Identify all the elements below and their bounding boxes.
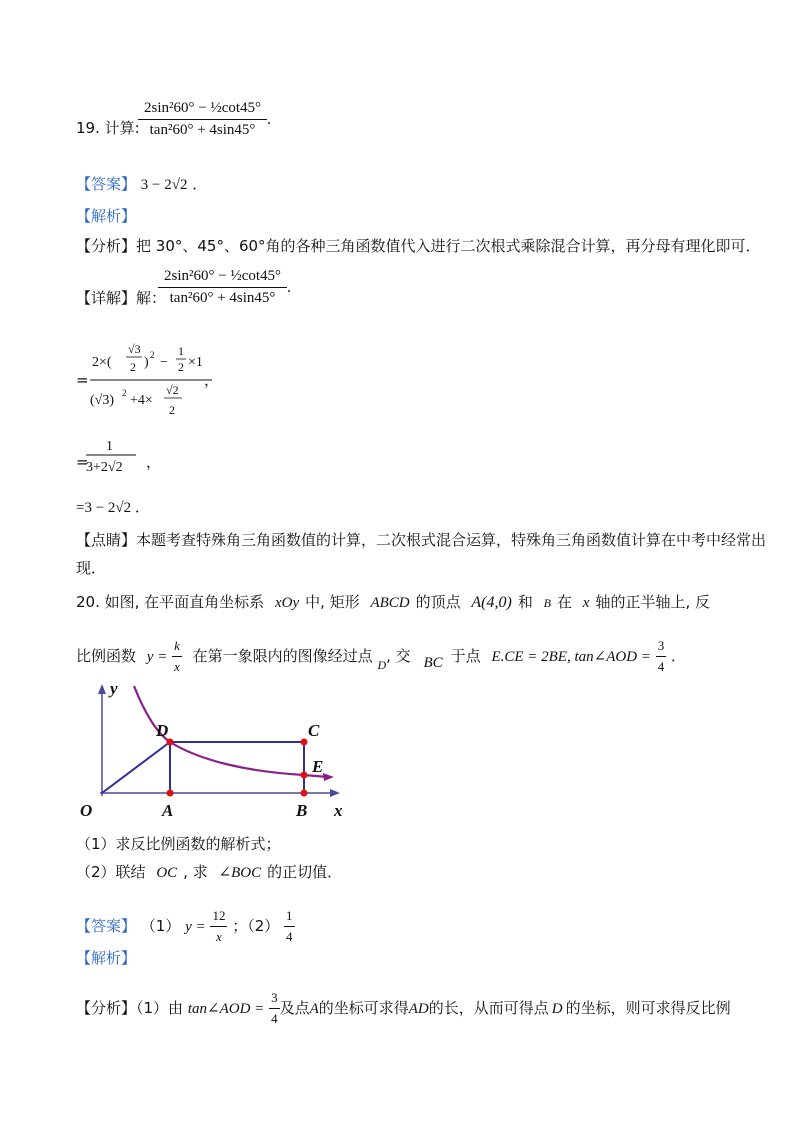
var-B: B	[543, 596, 551, 610]
label-A: A	[162, 801, 174, 820]
label-D: D	[156, 721, 169, 740]
svg-text:√2: √2	[166, 383, 179, 397]
step2-fraction	[84, 436, 144, 478]
label-y: y	[110, 679, 118, 698]
answer-value: 3 − 2√2	[140, 177, 188, 193]
segment-OD	[102, 742, 170, 793]
q20-part2-a: （2）联结	[76, 863, 146, 881]
point-C	[301, 739, 308, 746]
q19-fraction	[138, 100, 267, 139]
var-D: D	[377, 658, 387, 672]
label-O: O	[80, 801, 93, 820]
svg-text:2×(: 2×(	[92, 355, 112, 370]
q20-text: 在	[556, 593, 572, 611]
ans2-den: 4	[284, 926, 295, 947]
q19-fenxi	[76, 236, 761, 256]
svg-text:2: 2	[178, 360, 184, 374]
step3: =3 − 2√2 ．	[76, 500, 150, 516]
q20-figure	[72, 676, 362, 826]
fenxi-tan: tan∠AOD =	[187, 1001, 265, 1017]
var-A40: A(4,0)	[471, 594, 512, 611]
q19-denominator: tan²60° + 4sin45°	[138, 119, 267, 139]
q20-part2	[76, 862, 342, 883]
svg-text:): )	[144, 355, 149, 370]
svg-text:×1: ×1	[188, 355, 203, 370]
q20-line1	[76, 592, 710, 613]
var-angle-BOC: ∠BOC	[218, 865, 262, 881]
svg-text:1: 1	[178, 344, 184, 358]
fenxi-c: 的坐标可求得	[318, 999, 409, 1017]
ans-sep: ；（2）	[232, 917, 280, 935]
q20-part2-b: , 求	[183, 863, 208, 881]
label-C: C	[308, 721, 320, 740]
q19-answer: 【答案】 3 − 2√2 ．	[76, 175, 208, 193]
label-B: B	[296, 801, 308, 820]
step2-equals: =	[76, 453, 89, 471]
q20-part1: （1）求反比例函数的解析式；	[76, 835, 281, 853]
q20-text: 轴的正半轴上, 反	[595, 593, 710, 611]
x-axis-arrow	[330, 789, 340, 797]
svg-text:3+2√2: 3+2√2	[86, 460, 123, 475]
fenxi-text: 把 30°、45°、60°角的各种三角函数值代入进行二次根式乘除混合计算，再分母有理化即可．	[136, 237, 761, 255]
point-A	[167, 790, 174, 797]
q20-text: , 交	[386, 647, 411, 665]
answer-tag: 【答案】	[76, 175, 137, 193]
xiangjie-tag: 【详解】	[76, 289, 137, 307]
ans1-num: 12	[212, 908, 226, 923]
ans1-den: x	[210, 926, 227, 947]
fenxi-den: 4	[269, 1008, 280, 1029]
label-x: x	[334, 801, 343, 820]
ans1-y: y =	[185, 919, 206, 935]
dianjing-text-2: 现．	[76, 559, 107, 577]
fenxi-e: 的坐标，则可求得反比例	[565, 999, 731, 1017]
q20-answer	[76, 906, 295, 947]
tan-value	[656, 636, 667, 677]
q19-fraction-repeat	[158, 268, 287, 307]
var-ABCD: ABCD	[370, 595, 410, 611]
step2-comma: ，	[146, 453, 162, 471]
ans1-fraction	[210, 906, 227, 947]
q19-label: 19. 计算:	[76, 119, 140, 137]
var-BC: BC	[423, 655, 443, 671]
q19-numerator: 2sin²60° − ½cot45°	[144, 100, 262, 116]
fenxi-A: A	[309, 1001, 319, 1017]
var-xOy: xOy	[274, 595, 300, 611]
ans2-fraction	[284, 906, 295, 947]
svg-text:−: −	[160, 355, 168, 370]
fenxi-D: D	[551, 1001, 563, 1017]
fenxi-num: 3	[271, 990, 278, 1005]
svg-text:2: 2	[122, 388, 127, 398]
svg-text:√3: √3	[128, 342, 141, 356]
q19-xiangjie	[76, 288, 166, 308]
step1-equals: =	[76, 371, 89, 389]
step1-comma: ，	[204, 371, 220, 389]
point-B	[301, 790, 308, 797]
fenxi-b: 及点	[279, 999, 310, 1017]
tan-num: 3	[657, 638, 665, 653]
q20-text: 中, 矩形	[305, 593, 360, 611]
func-x: x	[172, 656, 182, 677]
label-E: E	[312, 757, 324, 776]
q20-part2-c: 的正切值．	[267, 863, 343, 881]
q19-analysis-tag: 【解析】	[76, 207, 137, 225]
q19-dianjing	[76, 530, 766, 550]
svg-text:2: 2	[130, 360, 136, 374]
q20-text: 和	[517, 593, 533, 611]
var-x: x	[582, 595, 590, 611]
y-axis-arrow	[98, 684, 106, 694]
curve-arrow	[323, 773, 334, 781]
q20-line2-end: ．	[670, 647, 686, 665]
xiangjie-prefix: 解：	[136, 289, 167, 307]
q20-text: 比例函数	[76, 647, 137, 665]
q19-numerator-repeat: 2sin²60° − ½cot45°	[164, 268, 282, 284]
ans1-prefix: （1）	[140, 917, 181, 935]
condition: E.CE = 2BE, tan∠AOD =	[491, 649, 651, 665]
dianjing-tag: 【点睛】	[76, 531, 137, 549]
svg-text:1: 1	[106, 439, 113, 454]
q19-xiangjie-expression: $\frac{\text{2sin²60° − ½cot45°}}{\text{tan²60° + 4sin45°}}$ .	[158, 268, 291, 307]
func-k-over-x	[172, 636, 182, 677]
q20-text: 在第一象限内的图像经过点	[192, 647, 373, 665]
tan-den: 4	[656, 656, 667, 677]
svg-text:2: 2	[150, 350, 155, 360]
q20-fenxi	[76, 988, 731, 1029]
point-E	[301, 772, 308, 779]
var-OC: OC	[156, 865, 178, 881]
fenxi-fraction	[269, 988, 280, 1029]
func-k: k	[174, 638, 180, 653]
svg-text:+4×: +4×	[130, 393, 153, 408]
q20-text: 于点	[450, 647, 481, 665]
q19-expression: $\frac{\text{2sin²60° − ½cot45°}}{\text{tan²60° + 4sin45°}}$ .	[138, 100, 271, 139]
fenxi-AD: AD	[408, 1001, 429, 1017]
dianjing-text-1: 本题考查特殊角三角函数值的计算，二次根式混合运算，特殊角三角函数值计算在中考中经常出	[136, 531, 767, 549]
fenxi-d: 的长，从而可得点	[428, 999, 549, 1017]
q19-denominator-repeat: tan²60° + 4sin45°	[158, 287, 287, 307]
svg-text:(√3): (√3)	[90, 393, 115, 408]
func-y: y =	[146, 649, 168, 665]
fenxi-tag: 【分析】	[76, 999, 137, 1017]
q20-text: 的顶点	[415, 593, 461, 611]
q20-analysis-tag: 【解析】	[76, 949, 137, 967]
answer-tag: 【答案】	[76, 917, 137, 935]
q20-line2	[76, 636, 686, 677]
fenxi-tag: 【分析】	[76, 237, 137, 255]
ans2-num: 1	[286, 908, 293, 923]
q20-intro: 20. 如图, 在平面直角坐标系	[76, 593, 265, 611]
svg-text:2: 2	[169, 403, 175, 417]
fenxi-a: （1）由	[136, 999, 184, 1017]
